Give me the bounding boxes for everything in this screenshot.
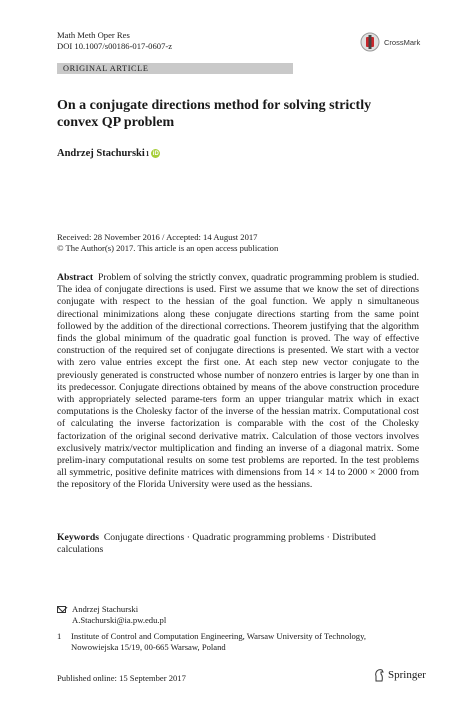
publisher-logo — [373, 668, 426, 682]
author-affiliation-mark: 1 — [145, 149, 150, 158]
title-line: On a conjugate directions method for solving strictly — [57, 98, 372, 113]
title-line: convex QP problem — [57, 115, 175, 130]
keywords — [57, 532, 419, 556]
abstract-line: inverse factorization is comparable with the cost of the Cholesky factorization of the — [57, 418, 420, 442]
springer-horse-icon — [373, 668, 385, 682]
keywords-heading: Keywords — [57, 532, 99, 543]
author-line — [57, 148, 160, 159]
abstract-line: by means of the above construction procedure with appropriately selected parame- — [57, 381, 420, 406]
journal-name: Math Meth Oper Res — [57, 30, 130, 40]
doi[interactable]: DOI 10.1007/s00186-017-0607-z — [57, 41, 173, 51]
abstract — [57, 272, 419, 492]
copyright: © The Author(s) 2017. This article is an open access publication — [57, 243, 279, 253]
abstract-line: is presented. We start with a vector with zero value entries except the first one. At each — [57, 345, 419, 369]
received-accepted: Received: 28 November 2016 / Accepted: 14 August 2017 — [57, 232, 258, 242]
contact-name: Andrzej Stachurski — [72, 604, 139, 614]
abstract-line: matrix/vector multiplication and finding an inverse of a diagonal matrix. Some prelim- — [57, 442, 419, 467]
article-title — [57, 97, 387, 131]
keywords-line: calculations — [57, 544, 104, 556]
article-dates — [57, 232, 278, 254]
abstract-line: from the repository of the Florida University were used as the hessians. — [57, 467, 419, 491]
abstract-line: ters form an upper triangular matrix which in exact computations is the Cholesky — [57, 394, 420, 418]
abstract-line: justifying that the algorithm finds the global minimum of the quadratic goal function — [57, 320, 420, 345]
abstract-line: inary computational results on some test problems are reported. In the test problems — [85, 455, 419, 467]
abstract-line: from the same point followed by the addition of the directional corrections. Theorem — [57, 308, 420, 332]
abstract-line: Problem of solving the strictly convex, quadratic programming problem is — [97, 272, 387, 283]
author-name[interactable]: Andrzej Stachurski — [57, 148, 145, 159]
abstract-line: studied. The idea of conjugate directions is used. First we assume that we know the — [57, 272, 419, 296]
affiliation-line: Institute of Control and Computation Engineering, Warsaw University of Technology, — [71, 631, 366, 641]
crossmark-badge[interactable] — [360, 32, 420, 52]
crossmark-icon — [360, 32, 380, 52]
affiliation-line: Nowowiejska 15/19, 00-665 Warsaw, Poland — [71, 642, 226, 652]
crossmark-label: CrossMark — [384, 37, 421, 47]
published-date: Published online: 15 September 2017 — [57, 673, 186, 683]
abstract-line: factor of the inverse of the hessian matrix. Computational cost of calculating the — [57, 406, 419, 430]
contact-email[interactable]: A.Stachurski@ia.pw.edu.pl — [72, 615, 167, 625]
abstract-line: is proved. The way of effective construction of the required set of conjugate directions — [57, 333, 420, 357]
abstract-line: step new vector conjugate to the previously generated is constructed whose number of — [57, 357, 420, 381]
article-type-bar — [57, 63, 293, 74]
keywords-line: Conjugate directions · Quadratic programming problems · Distributed — [103, 532, 376, 543]
abstract-line: nonzero entries is larger by one than in its predecessor. Conjugate directions obtained — [57, 369, 420, 393]
affiliation-number: 1 — [57, 631, 62, 641]
abstract-line: n simultaneous directional minimizations along these conjugate directions starting — [57, 296, 420, 320]
abstract-line: all symmetric, positive definite matrices with dimensions from 14 × 14 to 2000 × 2000 — [57, 467, 398, 479]
article-type: ORIGINAL ARTICLE — [63, 64, 149, 73]
journal-header — [57, 30, 172, 52]
abstract-line: original second derivative matrix. Calculation of those vectors involves exclusively — [57, 430, 420, 454]
abstract-line: set of directions conjugate with respect to the hessian of the goal function. We apply — [57, 284, 419, 308]
orcid-icon[interactable]: iD — [152, 150, 159, 157]
publisher-name: Springer — [388, 669, 426, 681]
corresponding-author — [57, 604, 166, 626]
abstract-heading: Abstract — [57, 272, 94, 283]
affiliation — [57, 631, 366, 653]
envelope-icon — [57, 606, 66, 613]
